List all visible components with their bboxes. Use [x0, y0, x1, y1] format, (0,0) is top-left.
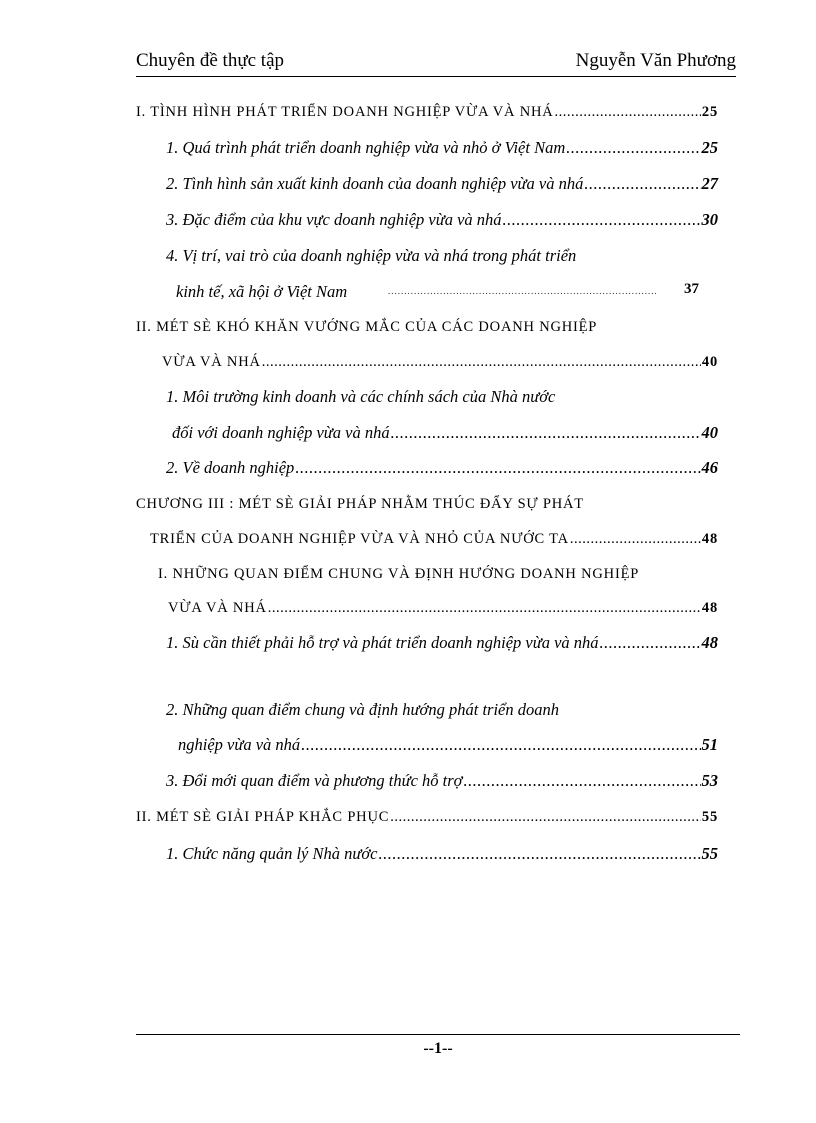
toc-entry [136, 491, 584, 517]
toc-page-number: 55 [701, 844, 718, 863]
toc-entry [166, 135, 718, 161]
toc-entry [136, 314, 597, 340]
toc-leader-dots [379, 841, 701, 867]
toc-entry [172, 420, 718, 446]
toc-entry-text: VỪA VÀ NHÁ [168, 600, 267, 616]
toc-entry-text: 1. Chức năng quản lý Nhà nước [166, 844, 378, 863]
toc-entry [166, 841, 718, 867]
toc-leader-dots [295, 455, 700, 481]
toc-entry [166, 455, 718, 481]
toc-entry [178, 732, 718, 758]
toc-entry [166, 697, 559, 723]
toc-entry-text: TRIỂN CỦA DOANH NGHIỆP VỪA VÀ NHỎ CỦA NƯỚC TA [150, 531, 569, 547]
toc-entry-text: I. TÌNH HÌNH PHÁT TRIỂN DOANH NGHIỆP VỪA VÀ NHÁ [136, 104, 554, 120]
toc-entry [136, 99, 718, 125]
toc-page-number: 30 [701, 210, 718, 229]
toc-entry-text: nghiệp vừa và nhá [178, 735, 301, 754]
toc-leader-dots [391, 420, 701, 446]
toc-entry [166, 243, 576, 269]
toc-entry-text: 2. Những quan điểm chung và định hướng phát triển doanh [166, 700, 559, 719]
toc-entry [168, 595, 718, 621]
toc-entry [166, 171, 718, 197]
toc-entry-text: kinh tế, xã hội ở Việt Nam [176, 282, 348, 301]
header-left-title: Chuyên đề thực tập [136, 50, 285, 71]
toc-page-number: 55 [701, 809, 718, 825]
toc-page-number: 53 [701, 771, 718, 790]
toc-page-number: 37 [684, 281, 699, 297]
toc-page-number: 48 [701, 600, 718, 616]
toc-entry-text: II. MÉT SÈ KHÓ KHĂN VƯỚNG MẮC CỦA CÁC DOANH NGHIỆP [136, 319, 598, 335]
toc-leader-dots [390, 804, 701, 830]
toc-leader-dots [301, 732, 700, 758]
toc-page-number: 40 [701, 354, 718, 370]
toc-leader-dots [388, 286, 656, 306]
toc-entry [150, 526, 718, 552]
toc-leader-dots [570, 526, 701, 552]
toc-entry [136, 804, 718, 830]
toc-entry-text: 1. Quá trình phát triển doanh nghiệp vừa và nhỏ ở Việt Nam [166, 138, 566, 157]
toc-page-number: 48 [701, 633, 718, 652]
toc-leader-dots [600, 630, 701, 656]
toc-entry-text: II. MÉT SÈ GIẢI PHÁP KHẮC PHỤC [136, 809, 390, 825]
toc-leader-dots [463, 768, 700, 794]
header-author: Nguyễn Văn Phương [575, 50, 736, 71]
toc-leader-dots [262, 349, 701, 375]
toc-page-number: 48 [701, 531, 718, 547]
toc-leader-dots [584, 171, 700, 197]
toc-entry [158, 561, 639, 587]
toc-entry [166, 207, 718, 233]
toc-entry [166, 384, 555, 410]
toc-page-number: 40 [701, 423, 718, 442]
toc-entry-text: 3. Đặc điểm của khu vực doanh nghiệp vừa và nhá [166, 210, 502, 229]
toc-entry [166, 630, 718, 656]
toc-entry-text: 2. Tình hình sản xuất kinh doanh của doanh nghiệp vừa và nhá [166, 174, 584, 193]
footer-divider [136, 1034, 740, 1035]
toc-entry-text: 2. Về doanh nghiệp [166, 458, 295, 477]
toc-entry-text: CHƯƠNG III : MÉT SÈ GIẢI PHÁP NHẰM THÚC ĐẨY SỰ PHÁT [136, 496, 584, 512]
toc-entry-text: 4. Vị trí, vai trò của doanh nghiệp vừa và nhá trong phát triển [166, 246, 577, 265]
toc-leader-dots [555, 99, 701, 125]
toc-leader-dots [503, 207, 701, 233]
toc-page-number: 25 [701, 104, 718, 120]
footer-page-number: --1-- [423, 1040, 453, 1057]
toc-entry-text: đối với doanh nghiệp vừa và nhá [172, 423, 390, 442]
toc-entry-text: I. NHỮNG QUAN ĐIỂM CHUNG VÀ ĐỊNH HƯỚNG DOANH NGHIỆP [158, 566, 640, 582]
toc-page-number: 25 [701, 138, 718, 157]
toc-entry-text: 1. Sù cần thiết phải hỗ trợ và phát triển doanh nghiệp vừa và nhá [166, 633, 599, 652]
toc-page-number: 46 [701, 458, 718, 477]
toc-entry [166, 768, 718, 794]
toc-leader-dots [268, 595, 701, 621]
toc-page-number: 27 [701, 174, 718, 193]
toc-entry-text: 3. Đổi mới quan điểm và phương thức hỗ trợ [166, 771, 463, 790]
toc-entry-text: 1. Môi trường kinh doanh và các chính sách của Nhà nước [166, 387, 556, 406]
toc-entry [162, 349, 718, 375]
toc-entry-text: VỪA VÀ NHÁ [162, 354, 261, 370]
toc-leader-dots [566, 135, 700, 161]
toc-page-number: 51 [701, 735, 718, 754]
toc-entry [176, 279, 347, 305]
